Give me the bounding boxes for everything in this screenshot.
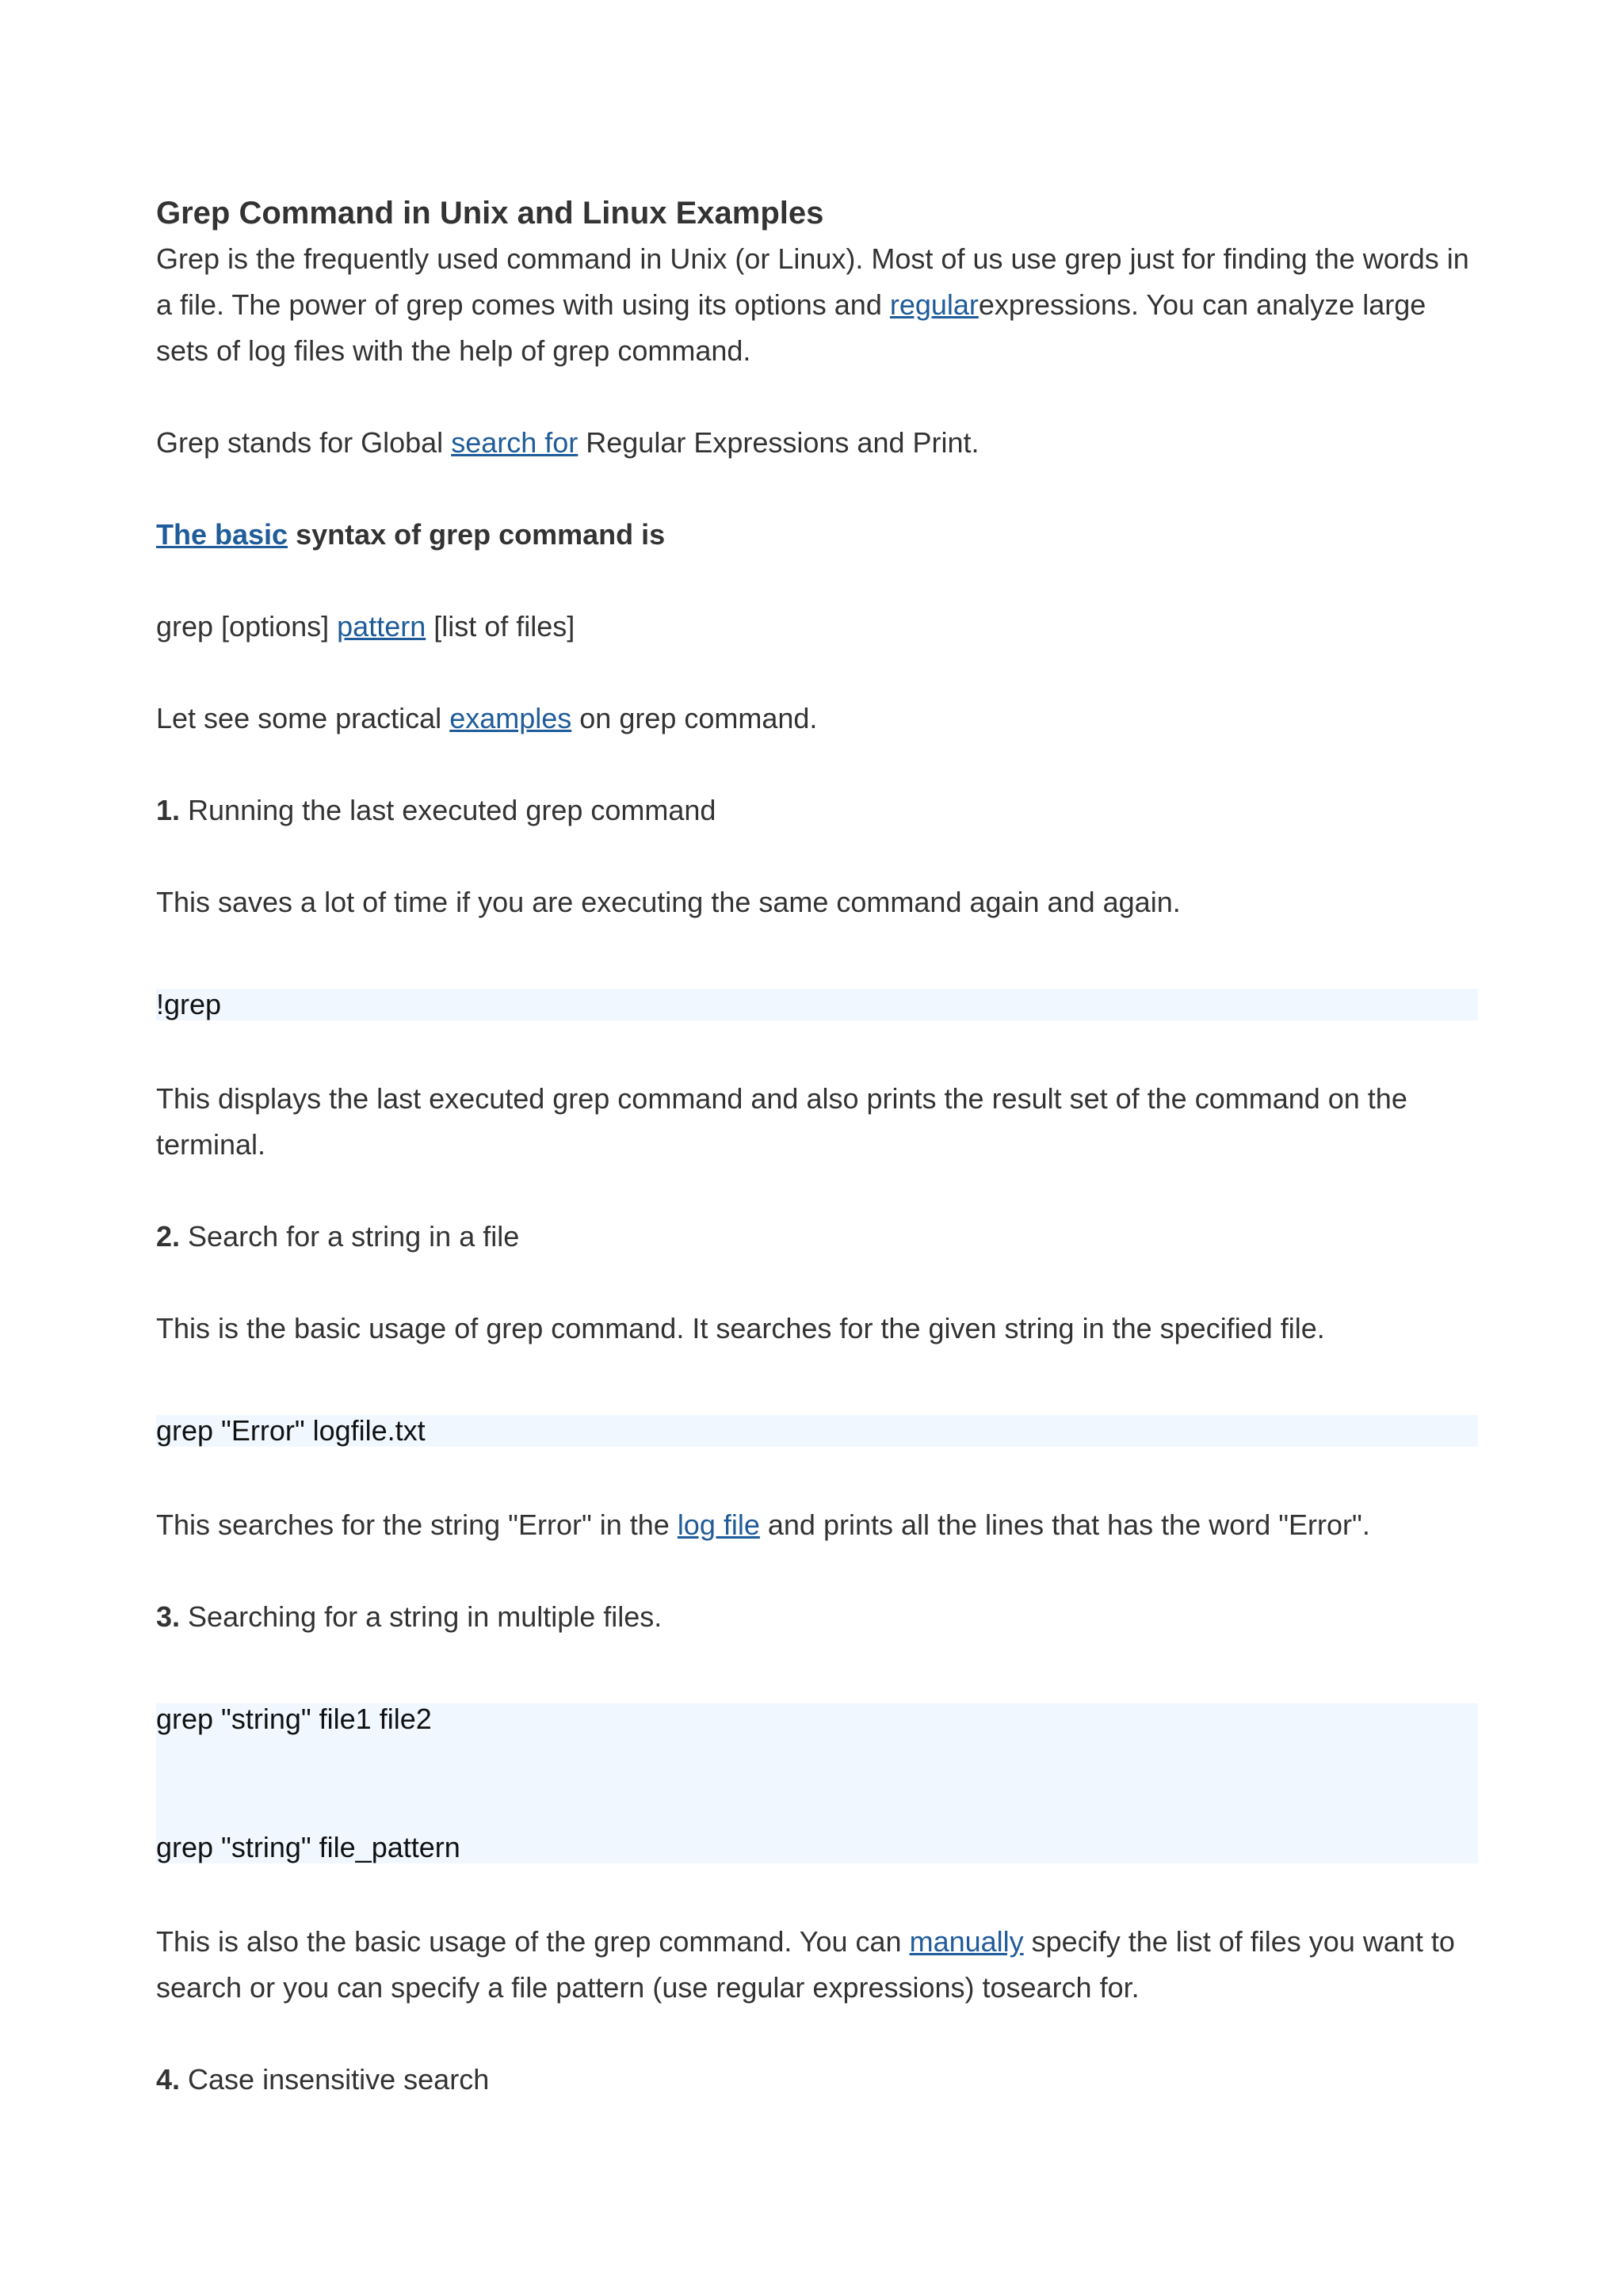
section-2-after-text-1: This searches for the string "Error" in the <box>156 1508 678 1541</box>
section-2-after-text-2: and prints all the lines that has the word "Error". <box>759 1508 1370 1541</box>
section-2-title: Search for a string in a file <box>180 1220 520 1253</box>
regular-link[interactable]: regular <box>889 288 979 321</box>
section-2-desc: This is the basic usage of grep command. It searches for the given string in the specified file. <box>156 1312 1325 1344</box>
intro-text-1: Grep is the frequently used command in Unix (or Linux). Most of us use grep just for finding the words in a file. The power of grep comes with using its options and <box>156 242 1469 321</box>
section-3-number: 3. <box>156 1600 181 1633</box>
pattern-link[interactable]: pattern <box>337 610 426 643</box>
document-page <box>156 190 1478 2103</box>
section-3-heading <box>156 1594 1478 1640</box>
section-2-number: 2. <box>156 1220 181 1253</box>
section-2-after <box>156 1502 1478 1548</box>
code-line: grep "string" file_pattern <box>156 1831 460 1863</box>
examples-text-2: on grep command. <box>571 702 818 734</box>
intro-paragraph <box>156 236 1478 374</box>
section-4-number: 4. <box>156 2063 181 2096</box>
syntax-text-1: grep [options] <box>156 610 338 643</box>
section-2-heading <box>156 1214 1478 1260</box>
syntax-heading-strong <box>156 518 665 551</box>
code-spacer <box>156 1735 1478 1832</box>
stands-text-1: Grep stands for Global <box>156 426 452 459</box>
syntax-line <box>156 604 1478 650</box>
section-4-heading <box>156 2057 1478 2103</box>
code-block-3 <box>156 1703 1478 1863</box>
section-1-after: This displays the last executed grep command and also prints the result set of the command on the terminal. <box>156 1082 1407 1161</box>
examples-intro <box>156 696 1478 742</box>
section-1-number: 1. <box>156 794 181 826</box>
page-title: Grep Command in Unix and Linux Examples <box>156 196 824 231</box>
code-block-2 <box>156 1415 1478 1447</box>
section-3-title: Searching for a string in multiple files. <box>180 1600 663 1633</box>
stands-paragraph <box>156 420 1478 466</box>
section-1-desc: This saves a lot of time if you are executing the same command again and again. <box>156 886 1181 918</box>
examples-text-1: Let see some practical <box>156 702 450 734</box>
code-line: grep "Error" logfile.txt <box>156 1414 426 1447</box>
examples-link[interactable]: examples <box>449 702 572 734</box>
section-1-heading <box>156 788 1478 833</box>
syntax-text-2: [list of files] <box>426 610 575 643</box>
search-for-link[interactable]: search for <box>451 426 579 459</box>
code-line: !grep <box>156 988 222 1020</box>
log-file-link[interactable]: log file <box>677 1508 760 1541</box>
section-1-title: Running the last executed grep command <box>180 794 716 826</box>
syntax-heading <box>156 512 1478 558</box>
code-block-1 <box>156 989 1478 1020</box>
the-basic-link[interactable]: The basic <box>156 518 288 551</box>
section-3-after-text-1: This is also the basic usage of the grep command. You can <box>156 1925 910 1958</box>
section-3-after <box>156 1919 1478 2011</box>
manually-link[interactable]: manually <box>909 1925 1024 1958</box>
section-4-title: Case insensitive search <box>180 2063 490 2096</box>
code-line: grep "string" file1 file2 <box>156 1703 432 1735</box>
syntax-heading-text: syntax of grep command is <box>288 518 666 551</box>
intro-text-2: expressions. You can analyze large sets of log files with the help of grep command. <box>156 288 1426 367</box>
stands-text-2: Regular Expressions and Print. <box>578 426 980 459</box>
section-3-after-text-2: specify the list of files you want to search or you can specify a file pattern (use regular expressions) tosearch for. <box>156 1925 1455 2004</box>
